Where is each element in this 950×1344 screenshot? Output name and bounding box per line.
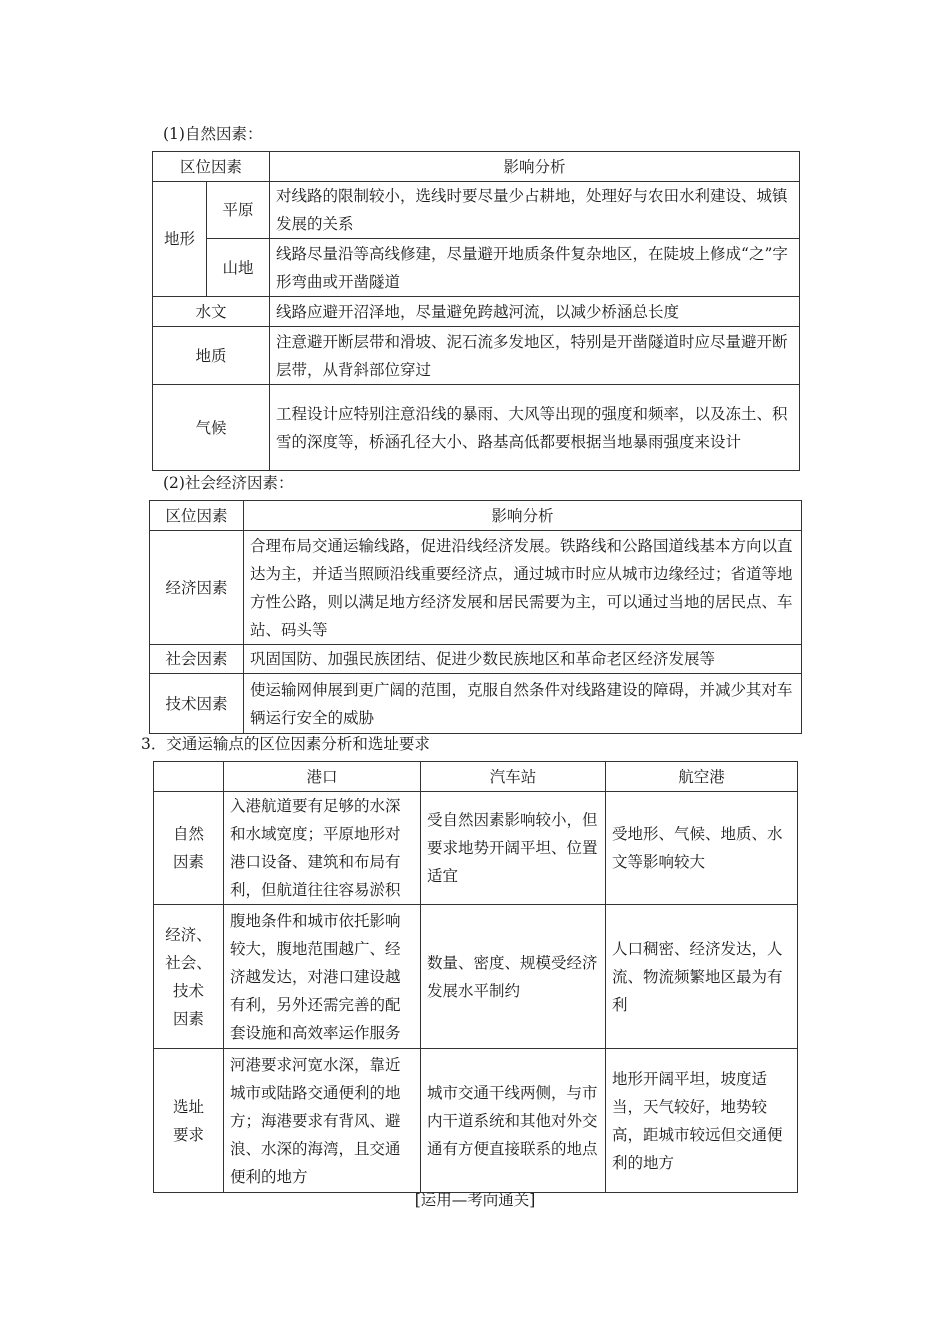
label-line: 自然 <box>172 825 204 843</box>
climate-label: 气候 <box>153 385 270 471</box>
mountain-analysis: 线路尽量沿等高线修建，尽量避开地质条件复杂地区，在陡坡上修成“之”字形弯曲或开凿隧道 <box>270 239 800 297</box>
mountain-label: 山地 <box>207 239 270 297</box>
technical-factor-label: 技术因素 <box>150 674 244 734</box>
port-site: 河港要求河宽水深，靠近城市或陆路交通便利的地方；海港要求有背风、避浪、水深的海湾，且交通便利的地方 <box>224 1049 421 1193</box>
section1-heading: (1)自然因素： <box>163 125 263 143</box>
label-line: 选址 <box>172 1097 204 1116</box>
label-line: 要求 <box>172 1125 204 1144</box>
socioeconomic-factors-table <box>149 500 802 734</box>
label-line: 因素 <box>172 853 204 871</box>
label-line: 技术 <box>172 981 204 1000</box>
geology-analysis: 注意避开断层带和滑坡、泥石流多发地区，特别是开凿隧道时应尽量避开断层带，从背斜部位穿过 <box>270 327 800 385</box>
header-airport: 航空港 <box>606 762 798 792</box>
economic-factor-label: 经济因素 <box>150 531 244 645</box>
section2-heading: (2)社会经济因素： <box>163 474 294 492</box>
social-factor-analysis: 巩固国防、加强民族团结、促进少数民族地区和革命老区经济发展等 <box>244 645 802 674</box>
transport-nodes-table <box>153 761 798 1193</box>
plain-analysis: 对线路的限制较小，选线时要尽量少占耕地，处理好与农田水利建设、城镇发展的关系 <box>270 182 800 239</box>
airport-natural: 受地形、气候、地质、水文等影响较大 <box>606 792 798 905</box>
port-socioeconomic: 腹地条件和城市依托影响较大，腹地范围越广、经济越发达，对港口建设越有利，另外还需完善的配套设施和高效率运作服务 <box>224 905 421 1049</box>
airport-socioeconomic: 人口稠密、经济发达，人流、物流频繁地区最为有利 <box>606 905 798 1049</box>
plain-label: 平原 <box>207 182 270 239</box>
terrain-label: 地形 <box>153 182 207 297</box>
footer-section-label: [运用—考向通关] <box>414 1191 536 1209</box>
airport-site: 地形开阔平坦，坡度适当，天气较好，地势较高，距城市较远但交通便利的地方 <box>606 1049 798 1193</box>
header-analysis: 影响分析 <box>244 501 802 531</box>
socioeconomic-tech-label <box>154 905 224 1049</box>
label-line: 社会、 <box>165 953 212 972</box>
social-factor-label: 社会因素 <box>150 645 244 674</box>
header-location-factor: 区位因素 <box>153 152 270 182</box>
section3-heading: 3．交通运输点的区位因素分析和选址要求 <box>141 735 430 753</box>
hydrology-label: 水文 <box>153 297 270 327</box>
header-analysis: 影响分析 <box>270 152 800 182</box>
port-natural: 入港航道要有足够的水深和水域宽度；平原地形对港口设备、建筑和布局有利，但航道往往容易淤积 <box>224 792 421 905</box>
hydrology-analysis: 线路应避开沼泽地，尽量避免跨越河流，以减少桥涵总长度 <box>270 297 800 327</box>
header-port: 港口 <box>224 762 421 792</box>
climate-analysis: 工程设计应特别注意沿线的暴雨、大风等出现的强度和频率，以及冻土、积雪的深度等，桥涵孔径大小、路基高低都要根据当地暴雨强度来设计 <box>270 385 800 471</box>
site-requirement-label <box>154 1049 224 1193</box>
natural-factor-label <box>154 792 224 905</box>
economic-factor-analysis: 合理布局交通运输线路，促进沿线经济发展。铁路线和公路国道线基本方向以直达为主，并适当照顾沿线重要经济点，通过城市时应从城市边缘经过；省道等地方性公路，则以满足地方经济发展和居民需要为主，可以通过当地的居民点、车站、码头等 <box>244 531 802 645</box>
natural-factors-table <box>152 151 800 471</box>
label-line: 经济、 <box>165 925 212 944</box>
header-blank <box>154 762 224 792</box>
bus-site: 城市交通干线两侧，与市内干道系统和其他对外交通有方便直接联系的地点 <box>421 1049 606 1193</box>
technical-factor-analysis: 使运输网伸展到更广阔的范围，克服自然条件对线路建设的障碍，并减少其对车辆运行安全的威胁 <box>244 674 802 734</box>
geology-label: 地质 <box>153 327 270 385</box>
bus-natural: 受自然因素影响较小，但要求地势开阔平坦、位置适宜 <box>421 792 606 905</box>
header-bus-station: 汽车站 <box>421 762 606 792</box>
header-location-factor: 区位因素 <box>150 501 244 531</box>
bus-socioeconomic: 数量、密度、规模受经济发展水平制约 <box>421 905 606 1049</box>
label-line: 因素 <box>172 1009 204 1028</box>
